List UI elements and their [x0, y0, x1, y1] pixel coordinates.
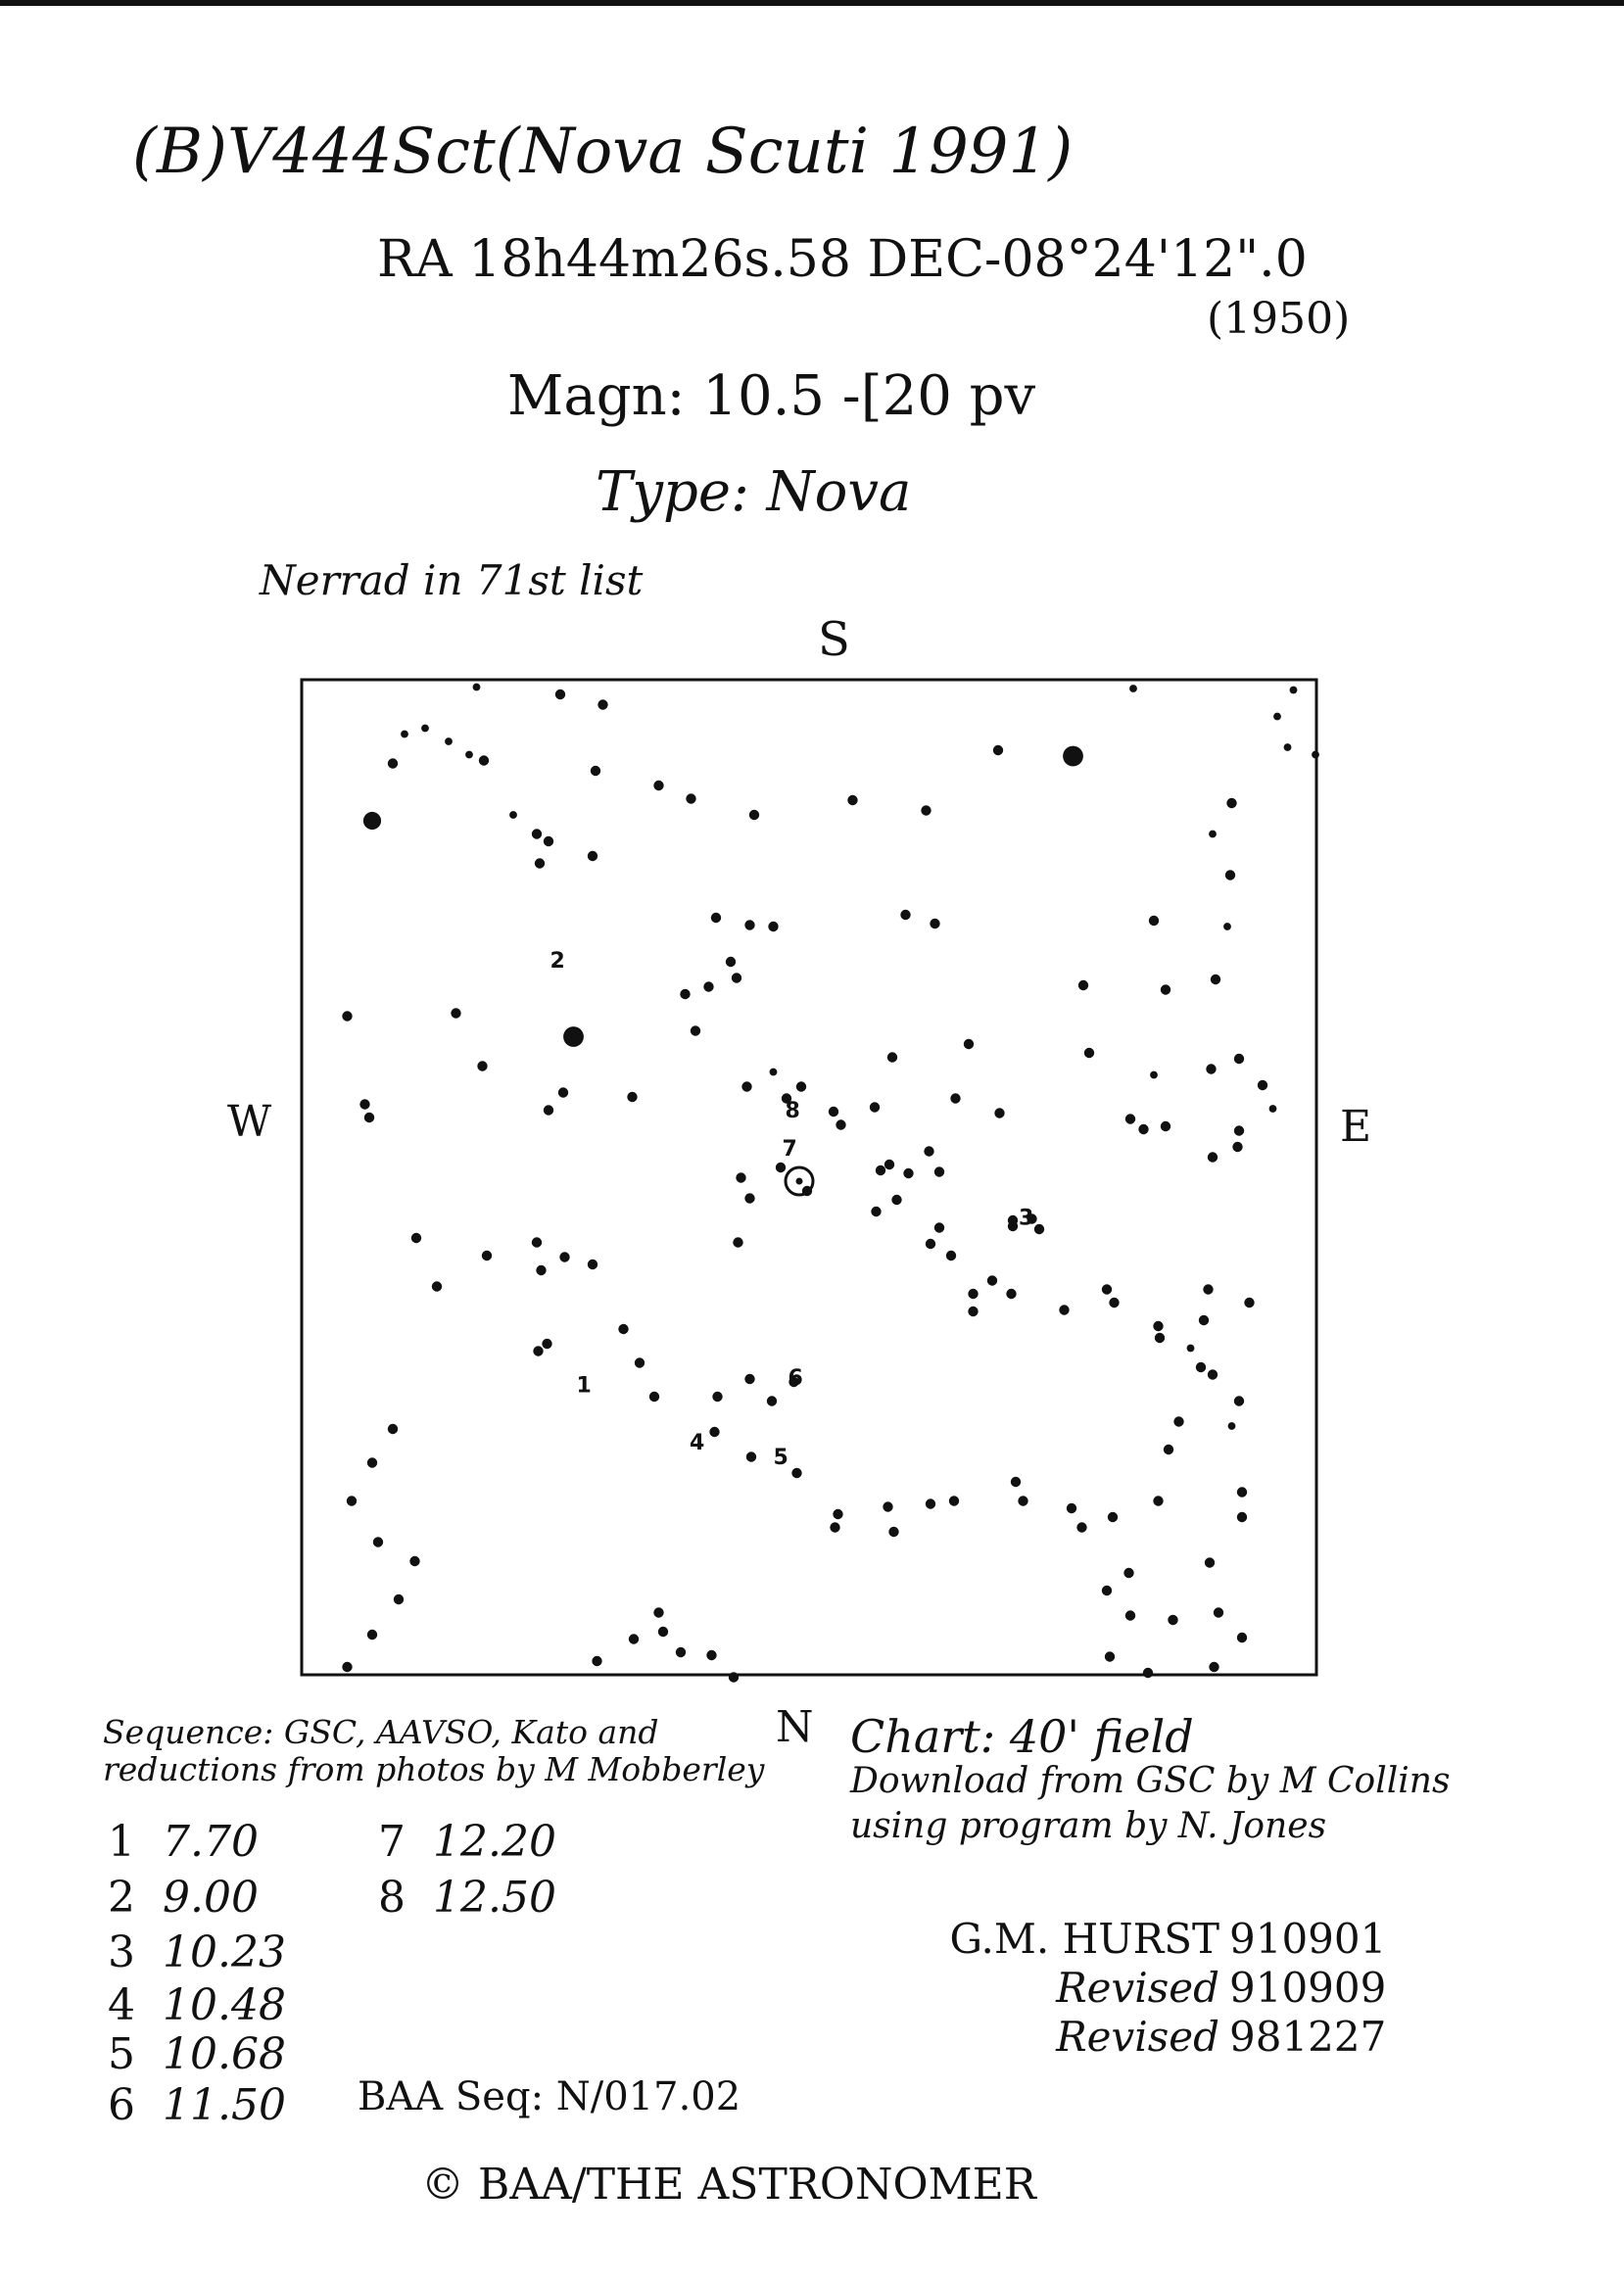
- field-star: [891, 1195, 901, 1205]
- field-star: [1205, 1557, 1215, 1567]
- field-star: [588, 1260, 597, 1269]
- field-star: [1173, 1416, 1183, 1426]
- field-star: [964, 1039, 974, 1049]
- field-star: [597, 699, 607, 709]
- field-star: [994, 1108, 1004, 1118]
- comparison-label-3: 3: [1019, 1206, 1034, 1231]
- field-star: [347, 1496, 357, 1505]
- field-star: [588, 851, 597, 861]
- field-star: [1206, 1064, 1216, 1073]
- field-star: [1076, 1522, 1086, 1532]
- field-star: [482, 1251, 492, 1260]
- field-star: [676, 1647, 686, 1657]
- field-star: [592, 1656, 601, 1666]
- field-star: [691, 1025, 700, 1035]
- field-star: [1223, 923, 1231, 930]
- chart-download: Download from GSC by M Collins: [850, 1761, 1451, 1801]
- sequence-row: [108, 1817, 648, 1867]
- field-star: [653, 1607, 663, 1617]
- field-star: [1125, 1114, 1135, 1123]
- field-star: [744, 1374, 754, 1384]
- field-star: [746, 1451, 756, 1461]
- field-star: [680, 989, 690, 999]
- field-star: [1067, 1503, 1076, 1513]
- field-star: [950, 1093, 960, 1103]
- field-star: [658, 1627, 668, 1637]
- field-star: [703, 981, 713, 991]
- field-star: [987, 1275, 997, 1285]
- credit-date: 981227: [1229, 2013, 1387, 2061]
- field-star: [563, 1026, 584, 1047]
- field-star: [411, 1233, 421, 1243]
- credit-date: 910909: [1229, 1964, 1387, 2012]
- field-star: [883, 1501, 892, 1511]
- field-star: [884, 1160, 894, 1169]
- field-star: [1208, 1369, 1218, 1379]
- field-star: [1129, 685, 1137, 692]
- field-star: [926, 1239, 935, 1249]
- field-star: [1244, 1298, 1254, 1308]
- field-star: [535, 858, 545, 868]
- field-star: [1108, 1512, 1118, 1522]
- sequence-mag: 7.70: [163, 1817, 259, 1867]
- field-star: [709, 1427, 719, 1437]
- star-field: [290, 676, 1328, 1685]
- sequence-row: [108, 1980, 378, 2030]
- field-star: [770, 1069, 778, 1076]
- field-star: [1258, 1080, 1267, 1090]
- field-star: [744, 920, 754, 929]
- field-star: [421, 725, 429, 733]
- sequence-row: [108, 1873, 648, 1923]
- field-star: [388, 758, 398, 768]
- sequence-mag: 10.48: [163, 1980, 286, 2030]
- field-star: [1102, 1586, 1112, 1595]
- field-star: [451, 1008, 460, 1018]
- field-star: [555, 690, 565, 699]
- direction-south: S: [818, 612, 850, 667]
- field-star: [1018, 1496, 1027, 1505]
- field-star: [946, 1251, 956, 1260]
- field-star: [477, 1061, 487, 1070]
- field-star: [1284, 743, 1292, 751]
- field-star: [768, 922, 778, 931]
- page-top-rule: [0, 0, 1624, 6]
- sequence-id: 5: [108, 2029, 135, 2079]
- field-star: [367, 1630, 377, 1640]
- field-star: [1006, 1289, 1016, 1299]
- sequence-row: [108, 2029, 378, 2079]
- field-star: [432, 1281, 442, 1291]
- field-star: [532, 1237, 542, 1247]
- field-star: [627, 1092, 637, 1102]
- credit-name: Revised: [1056, 2013, 1219, 2061]
- field-star: [836, 1119, 845, 1129]
- field-star: [388, 1424, 398, 1434]
- field-star: [542, 1339, 551, 1349]
- field-star: [635, 1357, 645, 1367]
- field-star: [949, 1496, 959, 1505]
- field-star: [653, 781, 663, 790]
- comparison-label-2: 2: [549, 949, 565, 974]
- field-star: [741, 1081, 751, 1091]
- field-star: [1225, 870, 1235, 880]
- field-star: [732, 973, 741, 982]
- field-star: [1237, 1633, 1247, 1642]
- field-star: [1234, 1125, 1244, 1135]
- sequence-id: 8: [378, 1873, 406, 1923]
- field-star: [921, 805, 931, 815]
- field-star: [829, 1107, 838, 1117]
- field-star: [1187, 1345, 1195, 1353]
- credit-name: Revised: [1056, 1964, 1219, 2012]
- list-note: Nerrad in 71st list: [260, 556, 644, 604]
- field-star: [934, 1222, 944, 1232]
- field-star: [445, 737, 453, 745]
- field-star: [544, 836, 553, 846]
- field-star: [903, 1168, 913, 1178]
- field-star: [1153, 1321, 1163, 1331]
- field-star: [1312, 751, 1319, 759]
- field-star: [1226, 798, 1236, 808]
- copyright: © BAA/THE ASTRONOMER: [421, 2160, 1036, 2210]
- field-star: [1063, 746, 1083, 767]
- field-star: [1214, 1607, 1223, 1617]
- field-stars: [342, 684, 1319, 1685]
- field-star: [1164, 1445, 1173, 1454]
- direction-west: W: [227, 1097, 272, 1147]
- field-star: [726, 957, 736, 967]
- field-star: [1209, 831, 1217, 838]
- sequence-mag: 10.68: [163, 2029, 286, 2079]
- field-star: [1059, 1305, 1069, 1314]
- field-star: [1078, 980, 1088, 990]
- star-chart: [290, 676, 1328, 1685]
- field-star: [479, 755, 489, 765]
- sequence-source-text: Sequence: GSC, AAVSO, Kato and reductions from photos by M Mobberley: [103, 1713, 765, 1788]
- field-star: [706, 1650, 716, 1660]
- field-star: [1102, 1284, 1112, 1294]
- field-star: [618, 1324, 628, 1334]
- sequence-id: 1: [108, 1817, 135, 1867]
- direction-east: E: [1340, 1102, 1372, 1152]
- comparison-labels: [550, 949, 1034, 1470]
- variable-star: [796, 1178, 803, 1185]
- field-star: [364, 1113, 374, 1122]
- field-star: [1208, 1152, 1218, 1162]
- chart-field: Chart: 40' field: [850, 1710, 1194, 1763]
- comparison-label-4: 4: [690, 1431, 705, 1455]
- field-star: [934, 1166, 944, 1176]
- field-star: [968, 1289, 978, 1299]
- field-star: [796, 1081, 806, 1091]
- comparison-label-5: 5: [773, 1446, 788, 1470]
- field-star: [1034, 1224, 1044, 1234]
- field-star: [558, 1087, 568, 1097]
- field-star: [1161, 984, 1170, 994]
- field-star: [744, 1193, 754, 1203]
- field-star: [363, 812, 381, 830]
- comparison-label-1: 1: [576, 1373, 592, 1399]
- sequence-id: 7: [378, 1817, 406, 1867]
- field-star: [1153, 1496, 1163, 1505]
- field-star: [591, 766, 600, 776]
- chart-info: [850, 1710, 1451, 1849]
- field-star: [1234, 1396, 1244, 1405]
- credit-date: 910901: [1229, 1915, 1387, 1963]
- coordinates: RA 18h44m26s.58 DEC-08°24'12".0: [377, 230, 1308, 289]
- comparison-label-6: 6: [788, 1366, 803, 1391]
- field-star: [1237, 1512, 1247, 1522]
- field-star: [536, 1265, 546, 1275]
- field-star: [1203, 1284, 1213, 1294]
- field-star: [1232, 1142, 1242, 1152]
- field-star: [1234, 1054, 1244, 1064]
- field-star: [373, 1537, 383, 1546]
- field-star: [1209, 1662, 1218, 1672]
- field-star: [1138, 1124, 1148, 1134]
- field-star: [833, 1509, 842, 1519]
- field-star: [926, 1498, 935, 1508]
- chart-program: using program by N. Jones: [850, 1806, 1327, 1846]
- field-star: [1109, 1298, 1119, 1308]
- field-star: [876, 1165, 885, 1175]
- field-star: [559, 1252, 569, 1261]
- field-star: [1168, 1615, 1177, 1625]
- sequence-id: 6: [108, 2080, 135, 2130]
- variable-type: Type: Nova: [596, 460, 912, 524]
- field-star: [1269, 1105, 1277, 1113]
- field-star: [993, 745, 1003, 755]
- field-star: [776, 1163, 786, 1172]
- field-star: [401, 731, 408, 738]
- field-star: [1105, 1651, 1115, 1661]
- credit-name: G.M. HURST: [949, 1915, 1219, 1963]
- field-star: [686, 793, 695, 803]
- field-star: [1123, 1568, 1133, 1578]
- field-star: [968, 1307, 978, 1316]
- field-star: [342, 1011, 352, 1021]
- field-star: [729, 1672, 739, 1682]
- field-star: [1143, 1668, 1153, 1678]
- field-star: [871, 1207, 881, 1216]
- sequence-id: 4: [108, 1980, 135, 2030]
- field-star: [1008, 1215, 1018, 1225]
- field-star: [1149, 916, 1159, 926]
- sequence-mag: 11.50: [163, 2080, 286, 2130]
- field-star: [1196, 1362, 1206, 1372]
- comparison-label-7: 7: [782, 1137, 797, 1162]
- field-star: [533, 1346, 543, 1356]
- field-star: [1084, 1048, 1094, 1058]
- field-star: [1125, 1610, 1135, 1620]
- sequence-mag: 12.50: [433, 1873, 556, 1923]
- sequence-mag: 9.00: [163, 1873, 259, 1923]
- field-star: [359, 1099, 369, 1109]
- field-star: [532, 829, 542, 838]
- field-star: [736, 1172, 745, 1182]
- field-star: [473, 684, 481, 691]
- magnitude-range: Magn: 10.5 -[20 pv: [507, 364, 1036, 428]
- sequence-id: 3: [108, 1927, 135, 1977]
- field-star: [749, 810, 759, 820]
- field-star: [629, 1634, 639, 1643]
- field-star: [1150, 1071, 1158, 1079]
- variable-marker: [786, 1167, 813, 1195]
- sequence-mag: 10.23: [163, 1927, 286, 1977]
- field-star: [409, 1556, 419, 1566]
- field-star: [924, 1146, 933, 1156]
- field-star: [649, 1392, 659, 1402]
- comparison-label-8: 8: [785, 1099, 800, 1123]
- field-star: [847, 795, 857, 805]
- field-star: [888, 1527, 898, 1537]
- sequence-mag: 12.20: [433, 1817, 556, 1867]
- sequence-row: [108, 2080, 378, 2130]
- field-star: [1290, 687, 1298, 694]
- field-star: [1011, 1477, 1021, 1487]
- field-star: [791, 1468, 801, 1478]
- field-star: [733, 1237, 742, 1247]
- field-star: [342, 1662, 352, 1672]
- field-star: [1211, 975, 1220, 984]
- field-star: [887, 1052, 897, 1062]
- field-star: [712, 1392, 722, 1402]
- chart-title: (B)V444Sct(Nova Scuti 1991): [132, 116, 1074, 188]
- field-star: [870, 1102, 880, 1112]
- sequence-id: 2: [108, 1873, 135, 1923]
- chart-frame: [302, 680, 1316, 1675]
- field-star: [830, 1522, 839, 1532]
- field-star: [900, 910, 910, 920]
- field-star: [1237, 1487, 1247, 1497]
- field-star: [367, 1457, 377, 1467]
- field-star: [930, 919, 939, 928]
- field-star: [394, 1594, 404, 1604]
- field-star: [1273, 713, 1281, 721]
- field-star: [509, 811, 517, 819]
- field-star: [767, 1396, 777, 1405]
- field-star: [465, 751, 473, 759]
- epoch: (1950): [1207, 294, 1351, 344]
- sequence-row: [108, 1927, 378, 1977]
- baa-sequence-id: BAA Seq: N/017.02: [358, 2074, 741, 2119]
- direction-north: N: [776, 1702, 814, 1752]
- field-star: [1228, 1422, 1236, 1430]
- field-star: [711, 913, 721, 923]
- field-star: [1161, 1121, 1170, 1131]
- field-star: [544, 1105, 553, 1115]
- field-star: [1155, 1333, 1165, 1343]
- field-star: [1199, 1315, 1209, 1325]
- sequence-source: [103, 1714, 788, 1788]
